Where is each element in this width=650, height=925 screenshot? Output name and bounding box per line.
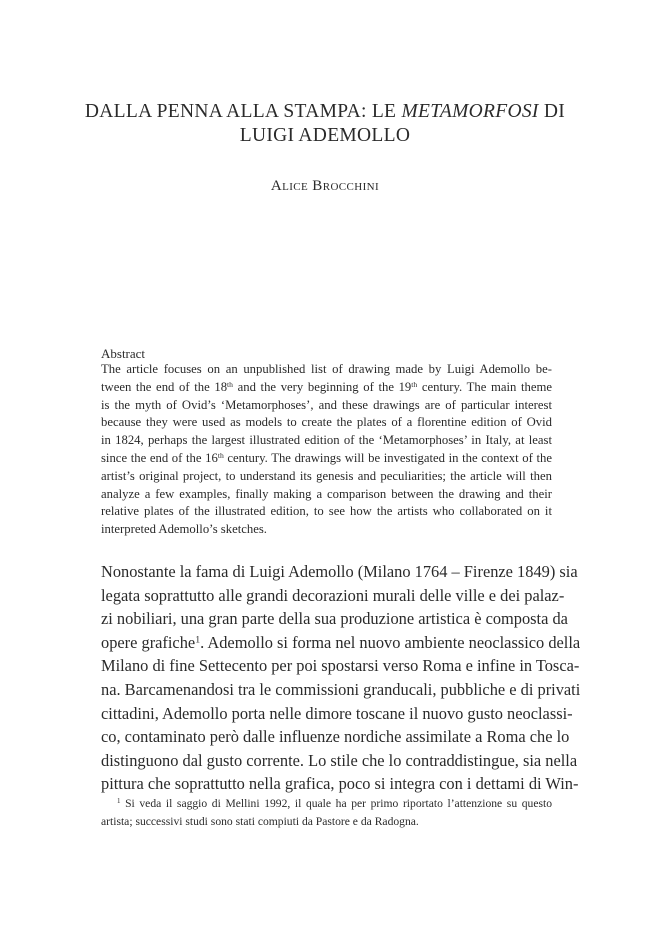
body-line: Nonostante la fama di Luigi Ademollo (Milano 1764 – Firenze 1849) sia — [101, 562, 578, 581]
footnote-line: $^1$ Si veda il saggio di Mellini 1992, il quale ha per primo riportato l’attenzione su questo — [117, 797, 552, 810]
abstract-line: interpreted Ademollo’s sketches. — [101, 522, 267, 537]
abstract-line: artist’s original project, to understand its genesis and peculiarities; the article will then — [101, 468, 552, 483]
footnote-marker: 1 — [117, 797, 121, 806]
abstract-heading: Abstract — [101, 346, 146, 361]
body-line: zi nobiliari, una gran parte della sua produzione artistica è composta da — [101, 609, 568, 629]
article-title — [80, 100, 570, 148]
abstract-line: is the myth of Ovid’s ‘Metamorphoses’, and these drawings are of particular interest — [101, 397, 552, 412]
abstract-line: because they were used as models to create the plates of a florentine edition of Ovid — [101, 415, 552, 430]
body-line: Milano di fine Settecento per poi spostarsi verso Roma e infine in Tosca- — [101, 656, 580, 676]
title-italic: METAMORFOSI — [401, 101, 539, 122]
body-line: co, contaminato però dalle influenze nordiche assimilate a Roma che lo — [101, 727, 570, 747]
abstract-line: The article focuses on an unpublished list of drawing made by Luigi Ademollo be- — [101, 362, 552, 376]
title-line-1: DALLA PENNA ALLA STAMPA: LE METAMORFOSI DI — [84, 101, 566, 122]
body-line: distinguono dal gusto corrente. Lo stile che lo contraddistingue, sia nella — [101, 750, 578, 770]
abstract-line: tween the end of the 18th and the very beginning of the 19th century. The main theme — [101, 379, 552, 394]
abstract-text — [101, 361, 552, 539]
abstract-line: analyze a few examples, finally making a comparison between the drawing and their — [101, 486, 552, 501]
author-name: Alice Brocchini — [270, 178, 380, 194]
abstract-line: relative plates of the illustrated edition, to see how the artists who collaborated on it — [101, 504, 552, 519]
footnote-line: artista; successivi studi sono stati compiuti da Pastore e da Radogna. — [101, 814, 419, 828]
body-line: legata soprattutto alle grandi decorazioni murali delle ville e dei palaz- — [101, 585, 565, 605]
body-line: opere grafiche$^1$. Ademollo si forma nel nuovo ambiente neoclassico della — [101, 632, 581, 652]
footnote-reference[interactable]: 1 — [195, 634, 201, 646]
footnote — [101, 795, 552, 830]
title-line-2: LUIGI ADEMOLLO — [239, 125, 411, 146]
body-text — [101, 560, 581, 796]
abstract-line: in 1824, perhaps the largest illustrated edition of the ‘Metamorphoses’ in Italy, at least — [101, 433, 552, 448]
body-line: pittura che soprattutto nella grafica, poco si integra con i dettami di Win- — [101, 774, 579, 794]
body-line: na. Barcamenandosi tra le commissioni granducali, pubbliche e di privati — [101, 679, 581, 699]
abstract-line: since the end of the 16th century. The drawings will be investigated in the context of the — [101, 450, 552, 465]
body-line: cittadini, Ademollo porta nelle dimore toscane il nuovo gusto neoclassi- — [101, 703, 573, 723]
